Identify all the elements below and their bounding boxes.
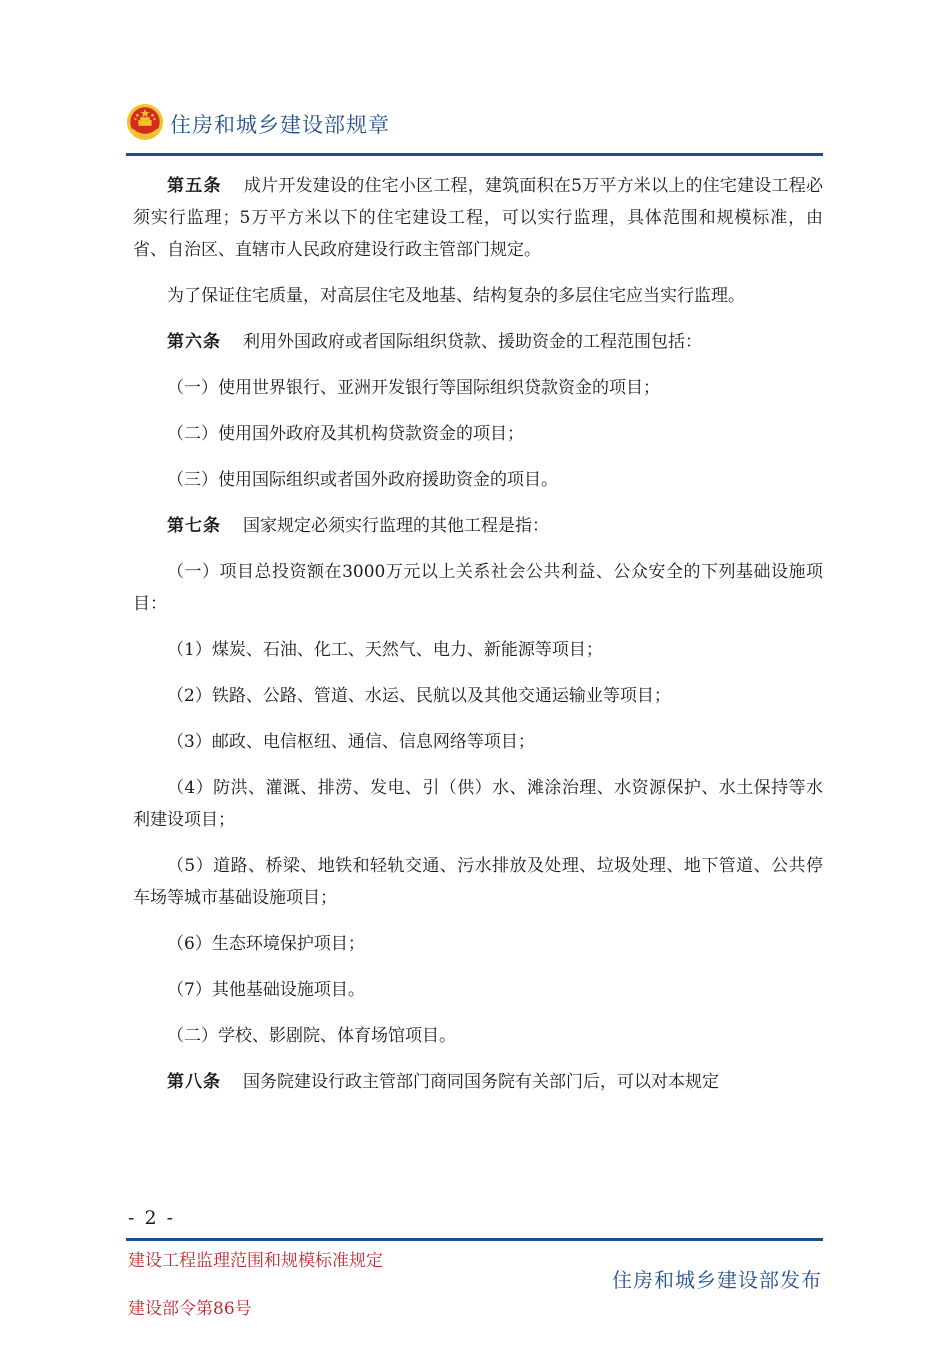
footer-doc-title: 建设工程监理范围和规模标准规定 (128, 1251, 383, 1271)
footer-divider (126, 1238, 823, 1241)
article-7-subitem: （1）煤炭、石油、化工、天然气、电力、新能源等项目； (167, 640, 603, 660)
document-body (133, 170, 823, 1098)
article-7-subitem: （6）生态环境保护项目； (167, 934, 365, 954)
article-6-label: 第六条 (167, 332, 221, 352)
article-7-subitem: （2）铁路、公路、管道、水运、民航以及其他交通运输业等项目； (167, 686, 671, 706)
page-number: - 2 - (128, 1207, 176, 1229)
national-emblem-icon (126, 103, 164, 141)
footer-publisher: 住房和城乡建设部发布 (612, 1268, 822, 1292)
article-6-item: （三）使用国际组织或者国外政府援助资金的项目。 (167, 470, 558, 490)
footer-doc-number: 建设部令第86号 (128, 1299, 252, 1319)
article-7-label: 第七条 (167, 516, 221, 536)
paragraph-quality: 为了保证住宅质量，对高层住宅及地基、结构复杂的多层住宅应当实行监理。 (167, 286, 745, 306)
article-5-text: 成片开发建设的住宅小区工程，建筑面积在5万平方米以上的住宅建设工程必须实行监理；5万平方米以下的住宅建设工程，可以实行监理，具体范围和规模标准，由省、自治区、直辖市人民政府建设行政主管部门规定。 (133, 176, 823, 260)
header-title: 住房和城乡建设部规章 (170, 113, 390, 137)
article-7-subitem: （3）邮政、电信枢纽、通信、信息网络等项目； (167, 732, 535, 752)
article-6-item: （二）使用国外政府及其机构贷款资金的项目； (167, 424, 524, 444)
article-7-item-1: （一）项目总投资额在3000万元以上关系社会公共利益、公众安全的下列基础设施项目： (133, 562, 823, 614)
article-7-text: 国家规定必须实行监理的其他工程是指： (243, 516, 549, 536)
header-divider (126, 153, 823, 156)
article-6 (133, 326, 823, 358)
article-8 (133, 1066, 823, 1098)
article-7 (133, 510, 823, 542)
article-7-subitem: （7）其他基础设施项目。 (167, 980, 365, 1000)
article-7-subitem: （4）防洪、灌溉、排涝、发电、引（供）水、滩涂治理、水资源保护、水土保持等水利建设项目； (133, 778, 823, 830)
page-header (126, 103, 823, 153)
article-5-label: 第五条 (167, 176, 222, 196)
article-5 (133, 170, 823, 266)
article-7-subitem: （5）道路、桥梁、地铁和轻轨交通、污水排放及处理、垃圾处理、地下管道、公共停车场等城市基础设施项目； (133, 856, 823, 908)
article-7-item-2: （二）学校、影剧院、体育场馆项目。 (167, 1026, 456, 1046)
article-6-text: 利用外国政府或者国际组织贷款、援助资金的工程范围包括： (243, 332, 702, 352)
article-8-text: 国务院建设行政主管部门商同国务院有关部门后，可以对本规定 (243, 1072, 719, 1092)
article-6-item: （一）使用世界银行、亚洲开发银行等国际组织贷款资金的项目； (167, 378, 660, 398)
article-8-label: 第八条 (167, 1072, 221, 1092)
